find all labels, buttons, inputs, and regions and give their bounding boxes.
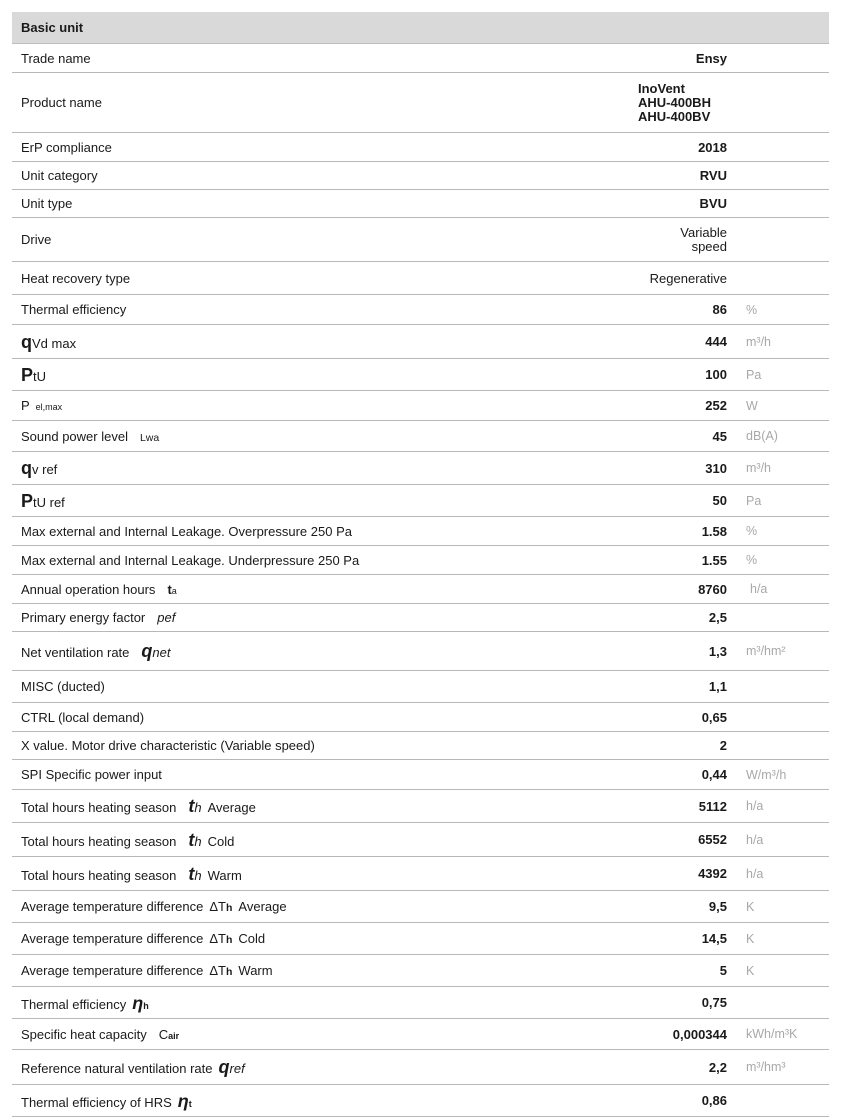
symbol: ΔT [209,963,226,978]
row-label [12,459,612,477]
row-label: Product name [21,95,102,110]
label-text: Average temperature difference [21,931,204,946]
row-unit-category [12,162,829,190]
row-unit: W/m³/h [746,767,787,782]
row-pel-max [12,391,829,421]
row-unit: h/a [746,832,764,847]
row-label: ErP compliance [21,139,112,155]
row-value: 2018 [698,139,727,155]
row-label [12,1092,612,1110]
row-ctrl [12,703,829,732]
row-hours-cold [12,823,829,857]
product-name-line: InoVent [638,80,685,96]
symbol: pef [157,610,176,625]
row-unit: h/a [746,799,764,813]
row-xvalue [12,732,829,760]
row-value: 252 [705,398,727,413]
row-label [12,865,612,883]
row-value: 0,65 [701,709,727,725]
symbol: t [188,863,195,884]
row-value: 1,1 [708,679,727,694]
row-label [12,899,612,914]
row-value: 2,5 [708,610,727,625]
symbol-sub: tU [33,368,47,384]
row-qnet [12,632,829,671]
drive-line: speed [691,238,727,254]
row-unit: h/a [750,582,768,596]
symbol-sub: t [188,1098,192,1109]
row-trade-name [12,44,829,73]
symbol-sub: h [143,1000,149,1011]
row-value: 5112 [698,798,727,814]
row-value: 9,5 [708,899,727,914]
label-text: Primary energy factor [21,610,146,625]
row-label: Unit type [21,196,73,211]
row-unit: % [746,553,758,567]
row-label: Unit category [21,168,98,183]
symbol-sub: v ref [32,462,58,477]
row-value: 45 [712,428,727,444]
row-value: 86 [712,302,727,317]
row-label [12,366,612,384]
row-label: Trade name [21,50,91,66]
symbol: q [141,641,153,661]
product-name-line: AHU-400BV [638,108,711,124]
row-unit: % [746,302,758,317]
label-text: Thermal efficiency [21,996,127,1012]
table-header [12,12,829,44]
row-value [612,226,727,254]
row-thermal-efficiency-hrs [12,1085,829,1117]
row-label [12,333,612,351]
label-text: Annual operation hours [21,581,156,597]
row-unit: m³/hm³ [746,1060,786,1074]
row-ptu [12,359,829,391]
row-label: Drive [21,232,52,247]
symbol: ΔT [209,899,226,914]
row-unit: m³/hm² [746,644,786,658]
row-drive [12,218,829,262]
row-value: 6552 [698,832,727,847]
row-value: 5 [719,963,727,978]
row-value: 0,86 [701,1093,727,1108]
symbol-sub: h [194,800,202,815]
row-value [612,82,727,124]
row-value: 8760 [698,581,727,597]
row-unit: Pa [746,493,762,508]
row-label: MISC (ducted) [21,679,105,694]
symbol-sub: Vd max [32,335,77,351]
row-value: BVU [699,196,727,211]
row-label [12,1027,612,1042]
symbol: η [177,1090,189,1111]
label-tail: Average [238,899,287,914]
row-value: Ensy [695,50,727,66]
label-tail: Warm [207,867,242,883]
row-label: Heat recovery type [21,270,131,286]
symbol-sub: h [225,902,233,914]
symbol-sub: air [168,1030,180,1041]
row-unit: h/a [746,866,764,881]
row-thermal-efficiency-h [12,987,829,1019]
row-value: 444 [705,334,727,349]
row-value: 1,3 [708,643,727,659]
row-qv-ref [12,452,829,485]
header-title: Basic unit [21,20,84,35]
symbol-sub: h [225,934,233,946]
symbol-sub: el,max [35,402,63,412]
row-unit: kWh/m³K [746,1027,798,1041]
row-label [12,797,612,815]
row-label [12,610,612,625]
label-text: Net ventilation rate [21,645,130,660]
row-tempdiff-warm [12,955,829,987]
row-leakage-over [12,517,829,546]
row-value: 50 [712,493,727,508]
label-tail: Cold [207,833,235,849]
symbol-sub: h [194,867,202,883]
symbol: Lwa [139,431,160,444]
drive-line: Variable [680,224,727,240]
row-label: CTRL (local demand) [21,709,145,725]
row-value: 1.55 [701,552,727,568]
row-value: 310 [705,460,727,476]
row-label [12,398,612,413]
row-annual-hours [12,575,829,604]
row-label [12,994,612,1012]
row-value: 14,5 [701,931,727,946]
row-value: 0,44 [701,767,727,782]
row-unit: dB(A) [746,429,778,443]
label-text: Specific heat capacity [21,1026,147,1042]
label-text: Average temperature difference [21,963,204,978]
label-text: Reference natural ventilation rate [21,1061,213,1076]
row-hours-warm [12,857,829,891]
row-label: Max external and Internal Leakage. Overpressure 250 Pa [21,523,352,539]
label-text: Total hours heating season [21,867,177,883]
row-leakage-under [12,546,829,575]
row-label [12,1058,612,1076]
row-value: 0,75 [701,995,727,1010]
row-sound-power [12,421,829,452]
symbol-sub: ref [229,1061,245,1076]
row-unit: Pa [746,367,762,382]
row-unit: m³/h [746,461,771,475]
symbol: P [21,364,34,385]
row-label [12,963,612,978]
spec-table [12,12,829,1117]
row-value: 4392 [698,866,727,881]
label-text: Average temperature difference [21,899,204,914]
symbol: P [21,398,30,413]
row-unit-type [12,190,829,218]
row-spi [12,760,829,790]
symbol-sub: a [171,585,177,596]
row-value: 2,2 [708,1059,727,1075]
row-erp [12,133,829,162]
row-unit: K [746,931,755,946]
symbol-sub: h [225,966,233,978]
row-unit: m³/h [746,334,771,349]
label-text: Total hours heating season [21,800,177,815]
row-unit: W [746,398,758,413]
symbol: η [132,992,144,1013]
symbol: q [218,1057,230,1077]
row-unit: K [746,963,755,978]
symbol: t [188,796,195,816]
symbol: t [188,829,195,850]
row-label [12,931,612,946]
row-unit: % [746,524,758,538]
row-tempdiff-average [12,891,829,923]
symbol: ΔT [209,931,226,946]
row-ptu-ref [12,485,829,517]
label-tail: Warm [238,963,273,978]
row-unit: K [746,899,755,914]
row-thermal-efficiency [12,295,829,325]
row-heat-recovery [12,262,829,295]
symbol-sub: tU ref [33,494,65,510]
row-value: Regenerative [649,270,727,286]
symbol: q [21,458,32,478]
row-label: X value. Motor drive characteristic (Variable speed) [21,738,315,753]
symbol-sub: h [194,833,202,849]
row-qref [12,1050,829,1085]
row-tempdiff-cold [12,923,829,955]
symbol-sub: net [152,645,171,660]
row-label [12,582,612,597]
label-text: Total hours heating season [21,833,177,849]
row-heat-capacity [12,1019,829,1050]
row-qvd-max [12,325,829,359]
label-tail: Cold [238,931,266,946]
symbol: C [158,1026,169,1042]
row-label [12,642,612,660]
row-hours-average [12,790,829,823]
row-pef [12,604,829,632]
label-tail: Average [207,800,256,815]
symbol: q [21,331,32,352]
row-value: 2 [719,738,727,753]
row-value: 1.58 [701,523,727,539]
row-product-name [12,73,829,133]
row-label [12,831,612,849]
row-value: 100 [705,367,727,382]
row-label: Thermal efficiency [21,302,127,317]
row-label [12,492,612,510]
label-text: Thermal efficiency of HRS [21,1094,172,1110]
label-text: Sound power level [21,428,128,444]
row-misc [12,671,829,703]
row-label: Max external and Internal Leakage. Underpressure 250 Pa [21,552,360,568]
product-name-line: AHU-400BH [638,94,711,110]
row-label [12,429,612,444]
row-value: 0,000344 [672,1026,727,1042]
symbol: P [21,490,34,511]
symbol: t [167,581,172,597]
row-label: SPI Specific power input [21,767,162,782]
row-value: RVU [699,168,727,183]
